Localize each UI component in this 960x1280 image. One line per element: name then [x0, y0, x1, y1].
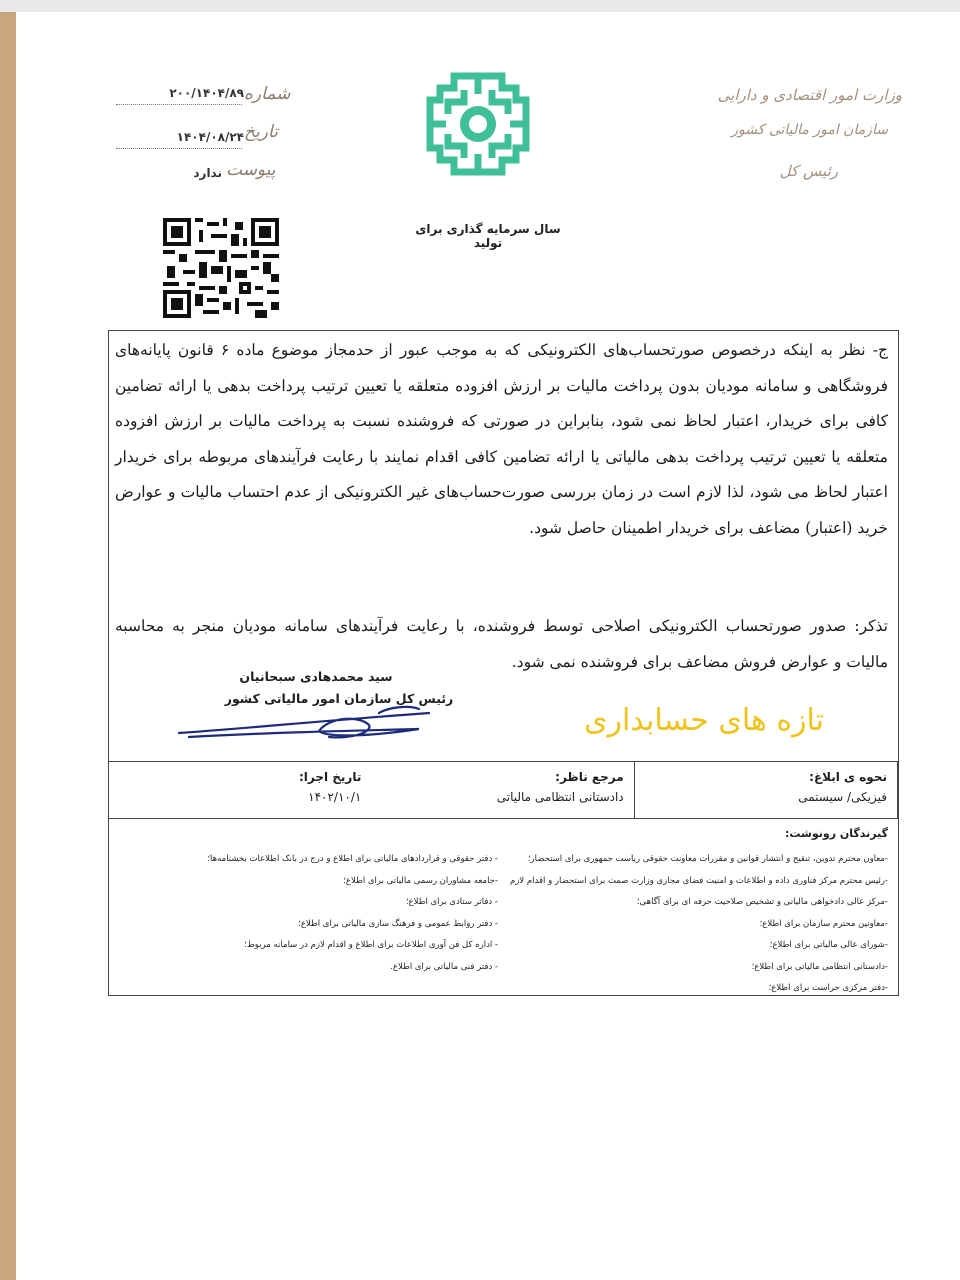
cc-item: -مرکز عالی دادخواهی مالیاتی و تشخیص صلاحیت حرفه ای برای آگاهی؛ — [636, 897, 888, 907]
attachment-label: پیوست — [226, 160, 276, 180]
cc-item: -جامعه مشاوران رسمی مالیاتی برای اطلاع؛ — [343, 875, 498, 886]
cc-item: -رئیس محترم مرکز فناوری داده و اطلاعات و امنیت فضای مجازی وزارت صمت برای استحضار و اقدام لازم — [509, 875, 888, 886]
ministry-line-2: سازمان امور مالیاتی کشور — [731, 122, 888, 138]
attachment-value: ندارد — [193, 166, 222, 180]
date-value: ۱۴۰۴/۰۸/۲۴ — [176, 130, 244, 144]
number-label: شماره — [244, 84, 291, 104]
cc-item: -معاونین محترم سازمان برای اطلاع؛ — [759, 918, 888, 929]
cc-item: -دادستانی انتظامی مالیاتی برای اطلاع؛ — [751, 961, 888, 972]
effective-date-label: تاریخ اجرا: — [298, 770, 362, 784]
notice-method-label: نحوه ی ابلاغ: — [809, 770, 887, 784]
effective-date-value: ۱۴۰۲/۱۰/۱ — [308, 790, 362, 804]
cc-item: -شورای عالی مالیاتی برای اطلاع؛ — [769, 940, 888, 950]
cc-recipients-box — [108, 818, 899, 996]
cc-item: -دفتر مرکزی حراست برای اطلاع؛ — [768, 983, 888, 993]
notice-method-cell — [635, 762, 898, 818]
body-paragraph-2: تذکر: صدور صورتحساب الکترونیکی اصلاحی توسط فروشنده، با رعایت فرآیندهای سامانه مودیان منجر به محاسبه مالیات و عوارض فروش مضاعف برای فروشنده نمی شود. — [115, 617, 888, 671]
cc-item: - دفتر حقوقی و قراردادهای مالیاتی برای اطلاع و درج در بانک اطلاعات بخشنامه‌ها؛ — [207, 854, 498, 864]
notice-method-value: فیزیکی/ سیستمی — [798, 790, 887, 804]
date-line — [116, 148, 242, 149]
handwritten-signature — [169, 699, 459, 749]
cc-item: -معاون محترم تدوین، تنقیح و انتشار قوانین و مقررات معاونت حقوقی ریاست جمهوری برای استحضار؛ — [527, 854, 888, 864]
cc-item: - دفتر فنی مالیاتی برای اطلاع. — [390, 961, 498, 972]
signatory-title: رئیس کل سازمان امور مالیاتی کشور — [224, 691, 454, 706]
qr-code — [162, 218, 280, 318]
watermark-text: تازه های حسابداری — [583, 703, 825, 738]
cc-list-right — [498, 849, 888, 1000]
number-line — [116, 104, 242, 105]
cc-title: گیرندگان رونوشت: — [784, 827, 888, 840]
cc-list-left — [108, 849, 498, 978]
folder-edge — [0, 12, 16, 1280]
year-slogan: سال سرمایه گذاری برای تولید — [415, 222, 561, 250]
supervisor-label: مرجع ناظر: — [555, 770, 624, 784]
meta-row — [108, 761, 899, 819]
top-band — [0, 0, 960, 12]
signatory-name: سید محمدهادی سبحانیان — [239, 669, 393, 684]
cc-item: - دفاتر ستادی برای اطلاع؛ — [405, 897, 498, 907]
supervisor-value: دادستانی انتظامی مالیاتی — [496, 790, 624, 804]
ministry-line-1: وزارت امور اقتصادی و دارایی — [717, 86, 902, 104]
number-value: ۲۰۰/۱۴۰۴/۸۹ — [169, 86, 244, 100]
letter-body-box — [108, 330, 899, 761]
ministry-line-3: رئیس کل — [779, 162, 838, 180]
cc-item: - دفتر روابط عمومی و فرهنگ سازی مالیاتی برای اطلاع؛ — [298, 918, 498, 929]
cc-item: - اداره کل فن آوری اطلاعات برای اطلاع و اقدام لازم در سامانه مربوط؛ — [244, 940, 498, 950]
date-label: تاریخ — [244, 122, 278, 142]
effective-date-cell — [109, 762, 371, 818]
supervisor-cell — [371, 762, 634, 818]
tax-organization-emblem — [424, 70, 532, 178]
body-paragraph-1: ج- نظر به اینکه درخصوص صورتحساب‌های الکترونیکی که به موجب عبور از حدمجاز موضوع ماده ۶ قانون پایانه‌های فروشگاهی و سامانه مودیان بدون پرداخت مالیات بر ارزش افزوده متعلقه یا تعیین ترتیب پرداخت بدهی یا ارائه تضامین کافی برای خریدار، اعتبار لحاظ نمی شود، بنابراین در صورتی که فروشنده نسبت به پرداخت مالیات بر ارزش افزوده متعلقه یا تعیین ترتیب پرداخت بدهی مالیاتی یا ارائه تضامین کافی اقدام نمایند با رعایت فرآیندهای مربوطه برای خریدار اعتبار لحاظ می شود، لذا لازم است در زمان بررسی صورت‌حساب‌های غیر الکترونیکی از عدم احتساب مالیات و عوارض خرید (اعتبار) مضاعف برای خریدار اطمینان حاصل شود. — [115, 341, 888, 537]
letter-page — [16, 12, 960, 1280]
